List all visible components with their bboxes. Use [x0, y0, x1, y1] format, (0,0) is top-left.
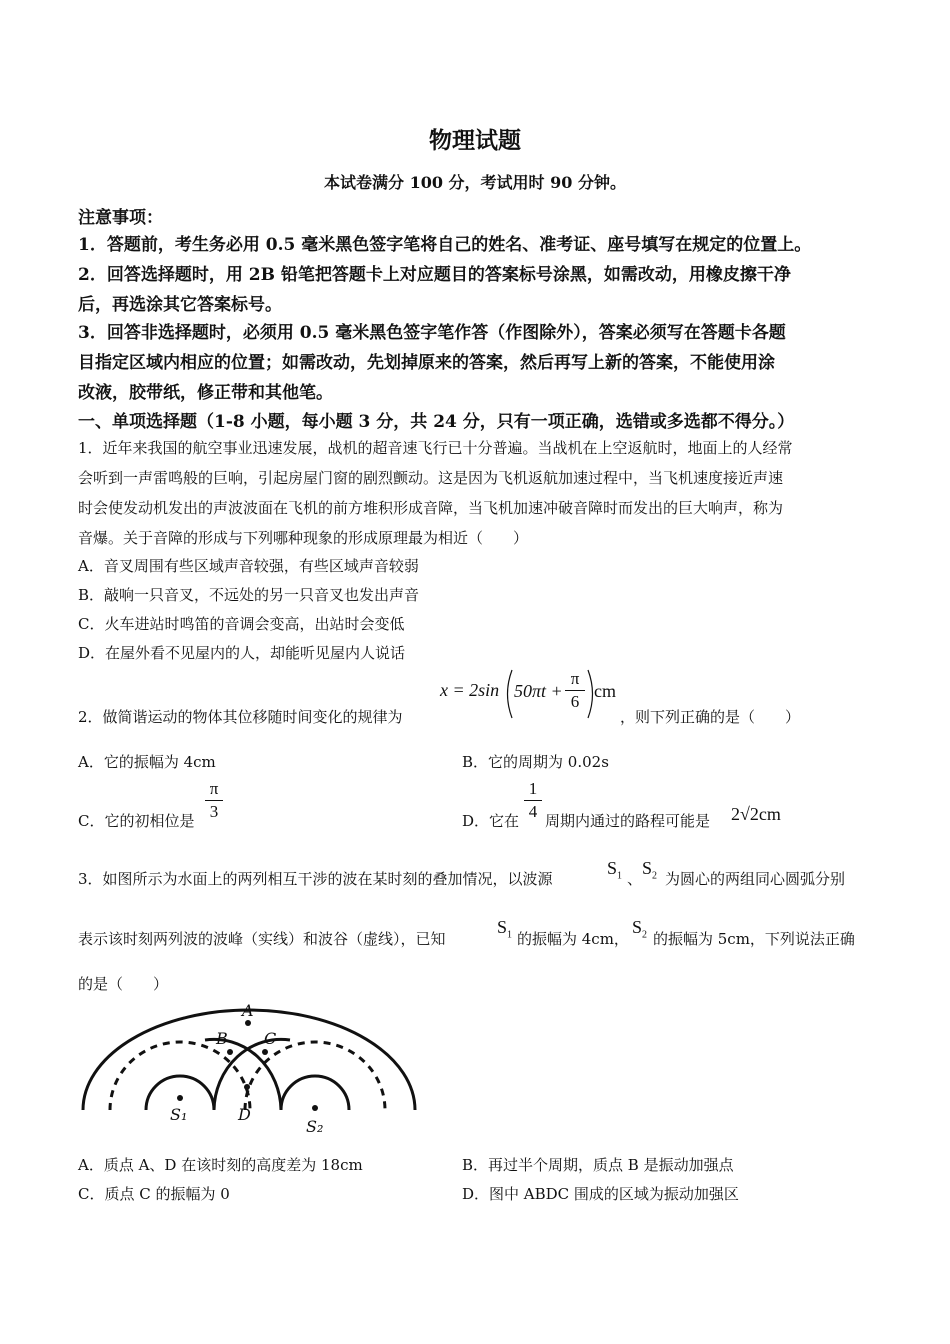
point-a-dot [245, 1020, 251, 1026]
fraction-numerator: π [205, 778, 223, 801]
label-b: B [216, 1029, 228, 1048]
left-paren [508, 670, 513, 718]
q1-option-d: D．在屋外看不见屋内的人，却能听见屋内人说话 [78, 644, 406, 662]
section-heading: 一、单项选择题（1-8 小题，每小题 3 分，共 24 分，只有一项正确，选错或多选都不得分。） [78, 412, 795, 432]
wave-interference-figure [78, 1000, 423, 1140]
q2-formula-unit: cm [594, 681, 616, 701]
q1-line-4: 音爆。关于音障的形成与下列哪种现象的形成原理最为相近（ ） [78, 529, 529, 547]
q3-s2-symbol-2: $S_2$ [632, 917, 648, 941]
q3-line-2a: 表示该时刻两列波的波峰（实线）和波谷（虚线），已知 [78, 930, 446, 948]
q3-line-1a: 3．如图所示为水面上的两列相互干涉的波在某时刻的叠加情况，以波源 [78, 870, 553, 888]
fraction-denominator: 4 [528, 802, 538, 821]
notice-line-2a: 2．回答选择题时，用 2B 铅笔把答题卡上对应题目的答案标号涂黑，如需改动，用橡皮擦干净 [78, 265, 791, 285]
source-s1-dot [177, 1095, 183, 1101]
label-s1: S₁ [170, 1105, 188, 1124]
q3-line-3: 的是（ ） [78, 975, 169, 993]
q2-formula-fraction [565, 668, 585, 713]
point-c-dot [262, 1049, 268, 1055]
q3-line-1b: 为圆心的两组同心圆弧分别 [665, 870, 846, 888]
q3-option-a: A．质点 A、D 在该时刻的高度差为 18cm [78, 1156, 363, 1174]
q3-line-2c: 的振幅为 5cm，下列说法正确 [653, 930, 855, 948]
q2-stem-a: 2．做简谐运动的物体其位移随时间变化的规律为 [78, 708, 403, 726]
q1-option-c: C．火车进站时鸣笛的音调会变高，出站时会变低 [78, 615, 405, 633]
q1-line-2: 会听到一声雷鸣般的巨响，引起房屋门窗的剧烈颤动。这是因为飞机返航加速过程中，当飞机速度接近声速 [78, 469, 784, 487]
fraction-numerator: 1 [524, 778, 542, 801]
source-s2-dot [312, 1105, 318, 1111]
q2-option-d-b: 周期内通过的路程可能是 [545, 812, 711, 830]
q2-option-d-value: 2√2cm [731, 804, 781, 824]
label-s2: S₂ [306, 1117, 324, 1136]
q2-formula-inner: 50πt + [514, 681, 563, 701]
notice-line-1: 1．答题前，考生务必用 0.5 毫米黑色签字笔将自己的姓名、准考证、座号填写在规定的位置上。 [78, 235, 812, 255]
q2-stem-b: ，则下列正确的是（ ） [620, 708, 801, 726]
point-d-dot [244, 1084, 250, 1090]
q2-option-c: C．它的初相位是 [78, 812, 195, 830]
label-c: C [264, 1029, 277, 1048]
fraction-numerator: π [565, 668, 585, 691]
q3-option-c: C．质点 C 的振幅为 0 [78, 1185, 230, 1203]
notice-line-3a: 3．回答非选择题时，必须用 0.5 毫米黑色签字笔作答（作图除外），答案必须写在答题卡各题 [78, 323, 786, 343]
q2-option-d-a: D．它在 [462, 812, 520, 830]
q3-s1-symbol-2: $S_1$ [497, 917, 513, 941]
notice-line-3c: 改液，胶带纸，修正带和其他笔。 [78, 383, 333, 403]
q3-s2-symbol: $S_2$ [642, 858, 658, 882]
page-title: 物理试题 [429, 127, 521, 154]
right-paren [588, 670, 593, 718]
notice-line-2b: 后，再选涂其它答案标号。 [78, 295, 282, 315]
q3-option-b: B．再过半个周期，质点 B 是振动加强点 [462, 1156, 734, 1174]
notice-heading: 注意事项： [78, 208, 163, 228]
q1-option-a: A．音叉周围有些区域声音较强，有些区域声音较弱 [78, 557, 419, 575]
q3-option-d: D．图中 ABDC 围成的区域为振动加强区 [462, 1185, 739, 1203]
q2-d-fraction [524, 778, 542, 823]
q1-line-3: 时会使发动机发出的声波波面在飞机的前方堆积形成音障，当飞机加速冲破音障时而发出的巨大响声，称为 [78, 499, 784, 517]
q1-line-1: 1．近年来我国的航空事业迅速发展，战机的超音速飞行已十分普遍。当战机在上空返航时，地面上的人经常 [78, 439, 793, 457]
q3-s1-symbol: $S_1$ [607, 858, 623, 882]
q3-separator: 、 [627, 870, 643, 888]
s2-crest-inner-arc [281, 1076, 349, 1110]
q2-option-b: B．它的周期为 0.02s [462, 753, 609, 771]
fraction-denominator: 3 [209, 802, 219, 821]
q3-line-2b: 的振幅为 4cm， [517, 930, 629, 948]
label-a: A [242, 1001, 254, 1020]
exam-info: 本试卷满分 100 分，考试用时 90 分钟。 [324, 173, 626, 192]
q2-option-a: A．它的振幅为 4cm [78, 753, 216, 771]
q2-c-fraction [205, 778, 223, 823]
q2-formula-left: x = 2sin [440, 680, 500, 700]
notice-line-3b: 目指定区域内相应的位置；如需改动，先划掉原来的答案，然后再写上新的答案，不能使用涂 [78, 353, 775, 373]
fraction-denominator: 6 [570, 692, 580, 711]
q1-option-b: B．敲响一只音叉，不远处的另一只音叉也发出声音 [78, 586, 420, 604]
point-b-dot [227, 1049, 233, 1055]
label-d: D [238, 1105, 251, 1124]
